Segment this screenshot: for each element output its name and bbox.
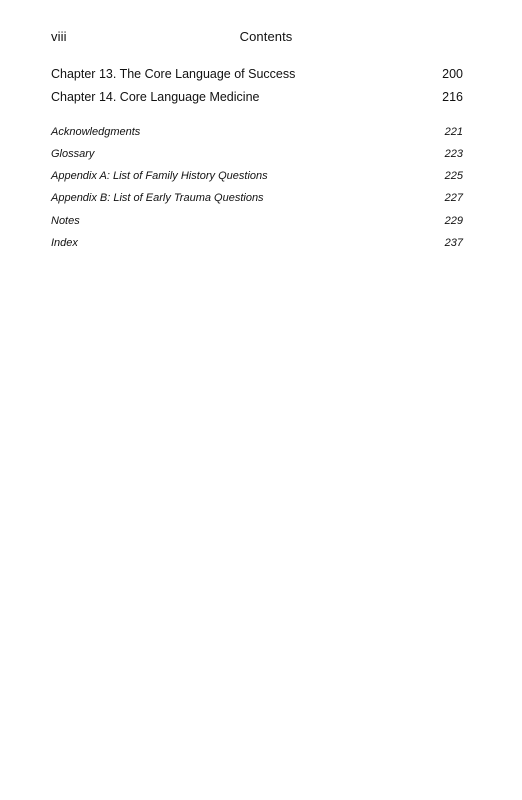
toc-entry-page-number: 221 bbox=[444, 126, 463, 138]
toc-entry-page-number: 216 bbox=[442, 90, 463, 104]
running-head bbox=[51, 29, 463, 47]
toc-entry-title: Notes bbox=[51, 215, 80, 227]
toc-entry-page-number: 225 bbox=[444, 170, 463, 182]
toc-entry-page-number: 200 bbox=[442, 67, 463, 81]
toc-entry-page-number: 229 bbox=[444, 215, 463, 227]
toc-entry-page-number: 237 bbox=[444, 237, 463, 249]
toc-entry-chapter-14 bbox=[51, 89, 463, 107]
toc-entry-title: Acknowledgments bbox=[51, 126, 141, 138]
page-title: Contents bbox=[239, 29, 293, 44]
toc-entry-title: Appendix B: List of Early Trauma Questions bbox=[51, 192, 264, 204]
toc-entry-index bbox=[51, 236, 463, 254]
toc-entry-glossary bbox=[51, 147, 463, 165]
toc-entry-title: Glossary bbox=[51, 148, 95, 160]
toc-entry-appendix-a bbox=[51, 169, 463, 187]
toc-entry-appendix-b bbox=[51, 191, 463, 209]
toc-entry-title: Chapter 13. The Core Language of Success bbox=[51, 67, 296, 81]
toc-entry-page-number: 227 bbox=[444, 192, 463, 204]
toc-entry-notes bbox=[51, 214, 463, 232]
toc-entry-acknowledgments bbox=[51, 125, 463, 143]
page-number: viii bbox=[51, 29, 67, 44]
toc-entry-chapter-13 bbox=[51, 66, 463, 84]
toc-entry-title: Chapter 14. Core Language Medicine bbox=[51, 90, 260, 104]
toc-entry-title: Appendix A: List of Family History Questions bbox=[51, 170, 268, 182]
toc-entry-page-number: 223 bbox=[444, 148, 463, 160]
toc-entry-title: Index bbox=[51, 237, 78, 249]
